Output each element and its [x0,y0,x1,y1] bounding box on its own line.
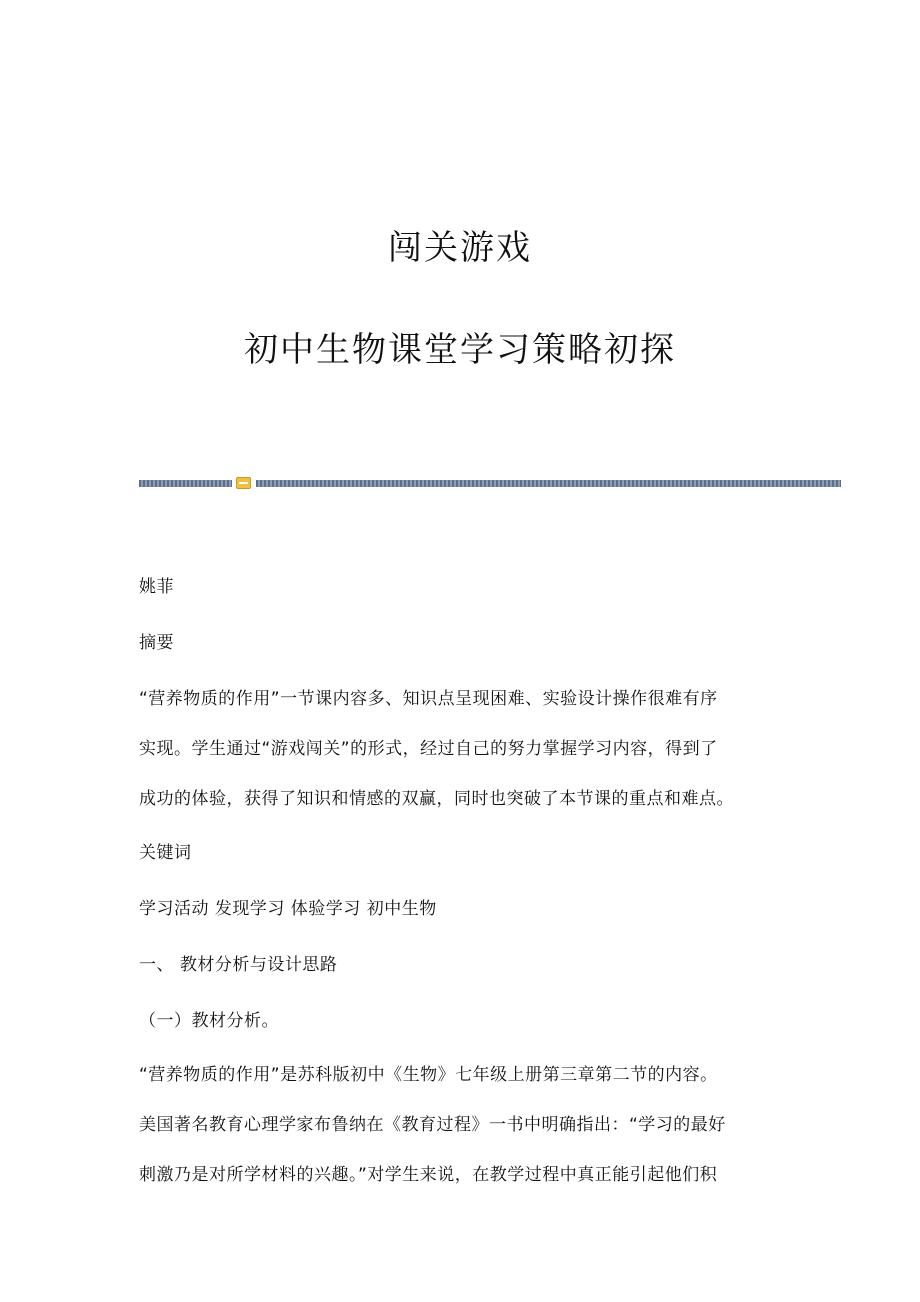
keywords-heading: 关键词 [139,843,192,863]
abstract-line: 成功的体验，获得了知识和情感的双赢，同时也突破了本节课的重点和难点。 [139,789,734,809]
document-subtitle: 初中生物课堂学习策略初探 [244,330,676,370]
abstract-line: “营养物质的作用”一节课内容多、知识点呈现困难、实验设计操作很难有序 [139,689,718,709]
keywords: 学习活动 发现学习 体验学习 初中生物 [139,899,437,919]
abstract-line: 实现。学生通过“游戏闯关”的形式，经过自己的努力掌握学习内容，得到了 [139,739,718,759]
body-line: 刺激乃是对所学材料的兴趣。”对学生来说，在教学过程中真正能引起他们积 [139,1165,718,1185]
body-line: 美国著名教育心理学家布鲁纳在《教育过程》一书中明确指出：“学习的最好 [139,1115,726,1135]
abstract-heading: 摘要 [139,633,174,653]
subsection-heading: （一）教材分析。 [139,1011,279,1031]
body-line: “营养物质的作用”是苏科版初中《生物》七年级上册第三章第二节的内容。 [139,1065,718,1085]
author: 姚菲 [139,577,174,597]
title-divider-right [256,480,841,487]
envelope-icon [236,477,251,489]
document-title: 闯关游戏 [388,228,532,268]
title-divider-left [139,480,232,487]
section-heading: 一、 教材分析与设计思路 [139,955,338,975]
